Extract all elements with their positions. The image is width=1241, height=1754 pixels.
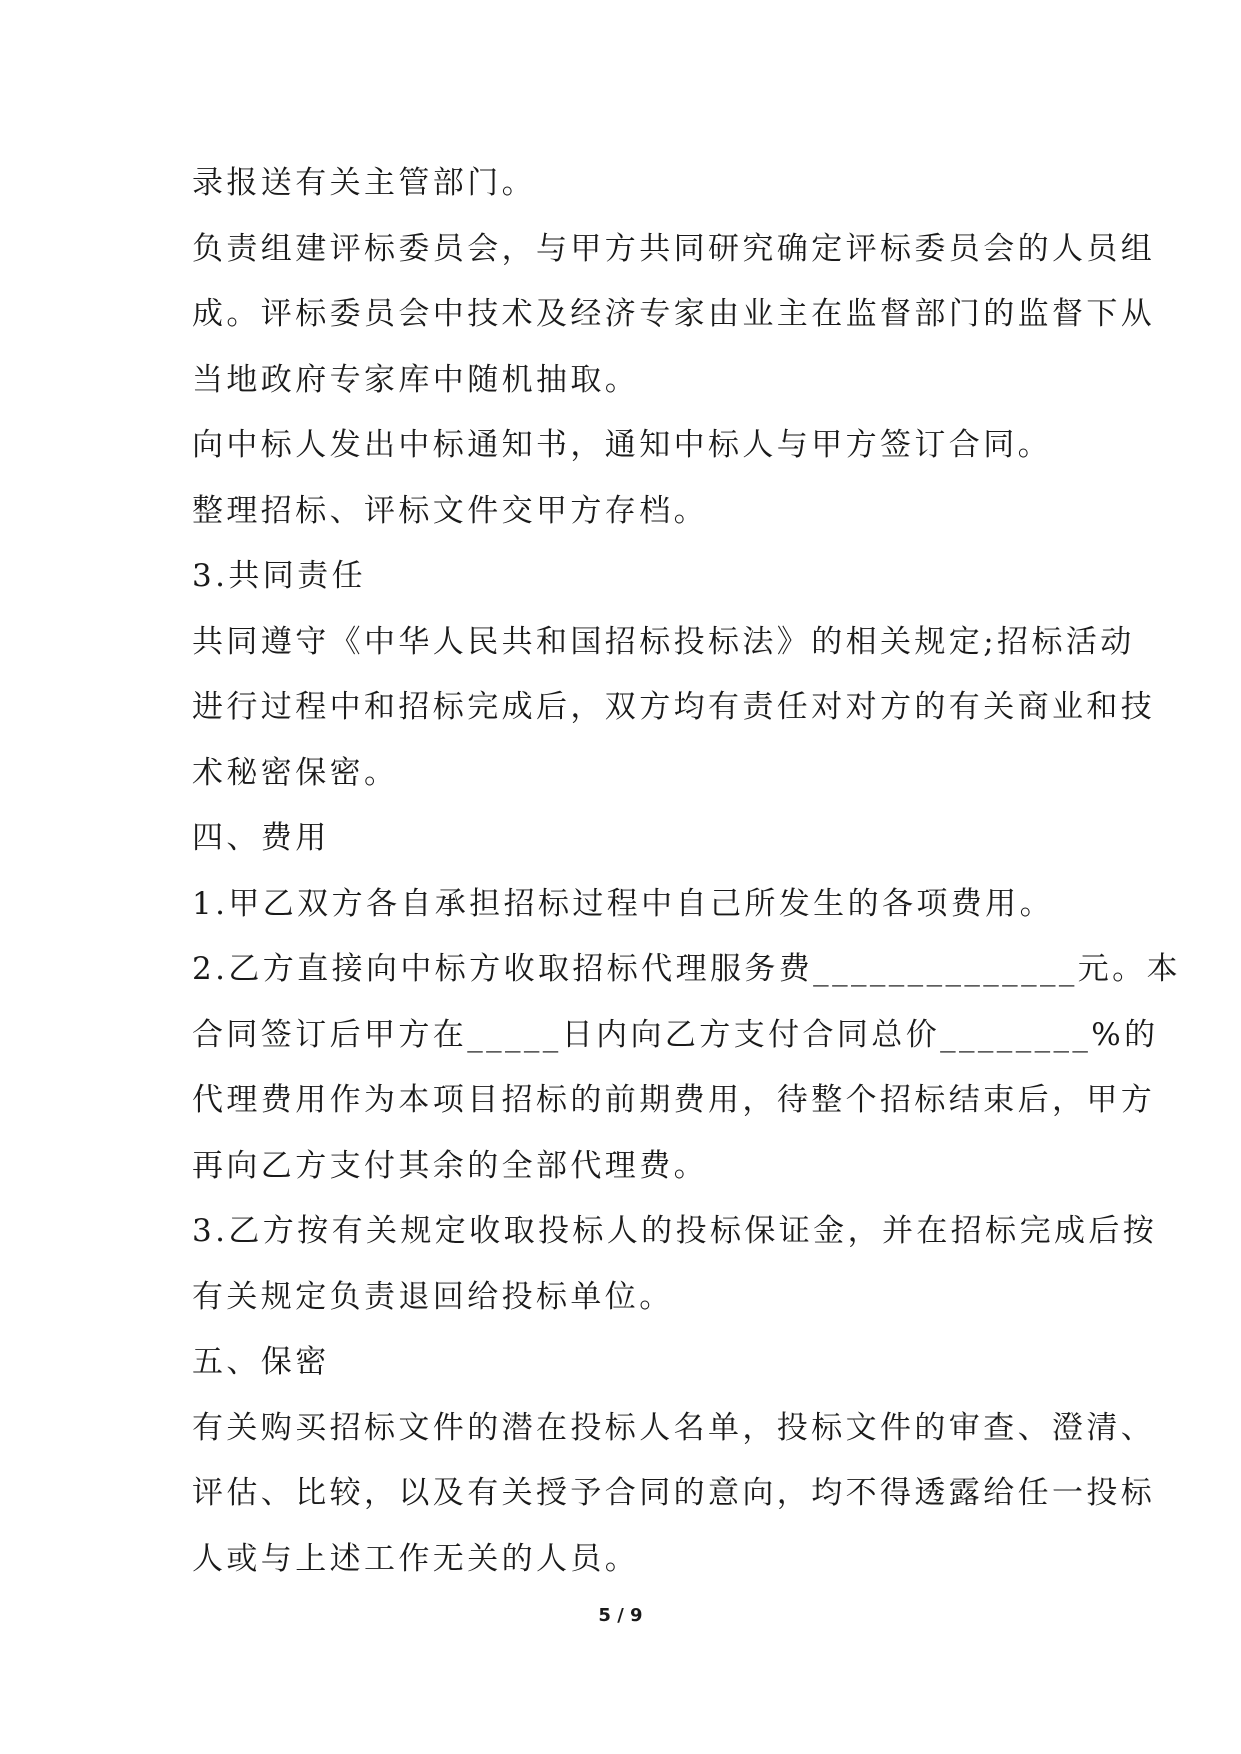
text-line: 成。评标委员会中技术及经济专家由业主在监督部门的监督下从: [192, 296, 1156, 332]
text-line: 评估、比较，以及有关授予合同的意向，均不得透露给任一投标: [192, 1475, 1156, 1511]
text-line: 负责组建评标委员会，与甲方共同研究确定评标委员会的人员组: [192, 231, 1156, 267]
text-line: 整理招标、评标文件交甲方存档。: [192, 493, 708, 529]
section-heading: 四、费用: [192, 820, 330, 856]
text-line: 进行过程中和招标完成后，双方均有责任对对方的有关商业和技: [192, 689, 1156, 725]
text-line: 人或与上述工作无关的人员。: [192, 1541, 640, 1577]
text-line: 2.乙方直接向中标方收取招标代理服务费______________元。本: [192, 951, 1181, 987]
text-line: 3.乙方按有关规定收取投标人的投标保证金，并在招标完成后按: [192, 1213, 1158, 1249]
text-line: 共同遵守《中华人民共和国招标投标法》的相关规定;招标活动: [192, 624, 1135, 660]
text-line: 有关购买招标文件的潜在投标人名单，投标文件的审查、澄清、: [192, 1410, 1156, 1446]
text-line: 术秘密保密。: [192, 755, 399, 791]
section-heading: 五、保密: [192, 1344, 330, 1380]
text-line: 录报送有关主管部门。: [192, 165, 536, 201]
page-number: 5 / 9: [598, 1605, 643, 1626]
text-line: 再向乙方支付其余的全部代理费。: [192, 1148, 708, 1184]
text-line: 有关规定负责退回给投标单位。: [192, 1279, 674, 1315]
text-line: 代理费用作为本项目招标的前期费用，待整个招标结束后，甲方: [192, 1082, 1156, 1118]
text-line: 合同签订后甲方在_____日内向乙方支付合同总价________%的: [192, 1017, 1159, 1053]
text-line: 1.甲乙双方各自承担招标过程中自己所发生的各项费用。: [192, 886, 1054, 922]
text-line: 当地政府专家库中随机抽取。: [192, 362, 640, 398]
section-heading: 3.共同责任: [192, 558, 366, 594]
text-line: 向中标人发出中标通知书，通知中标人与甲方签订合同。: [192, 427, 1052, 463]
